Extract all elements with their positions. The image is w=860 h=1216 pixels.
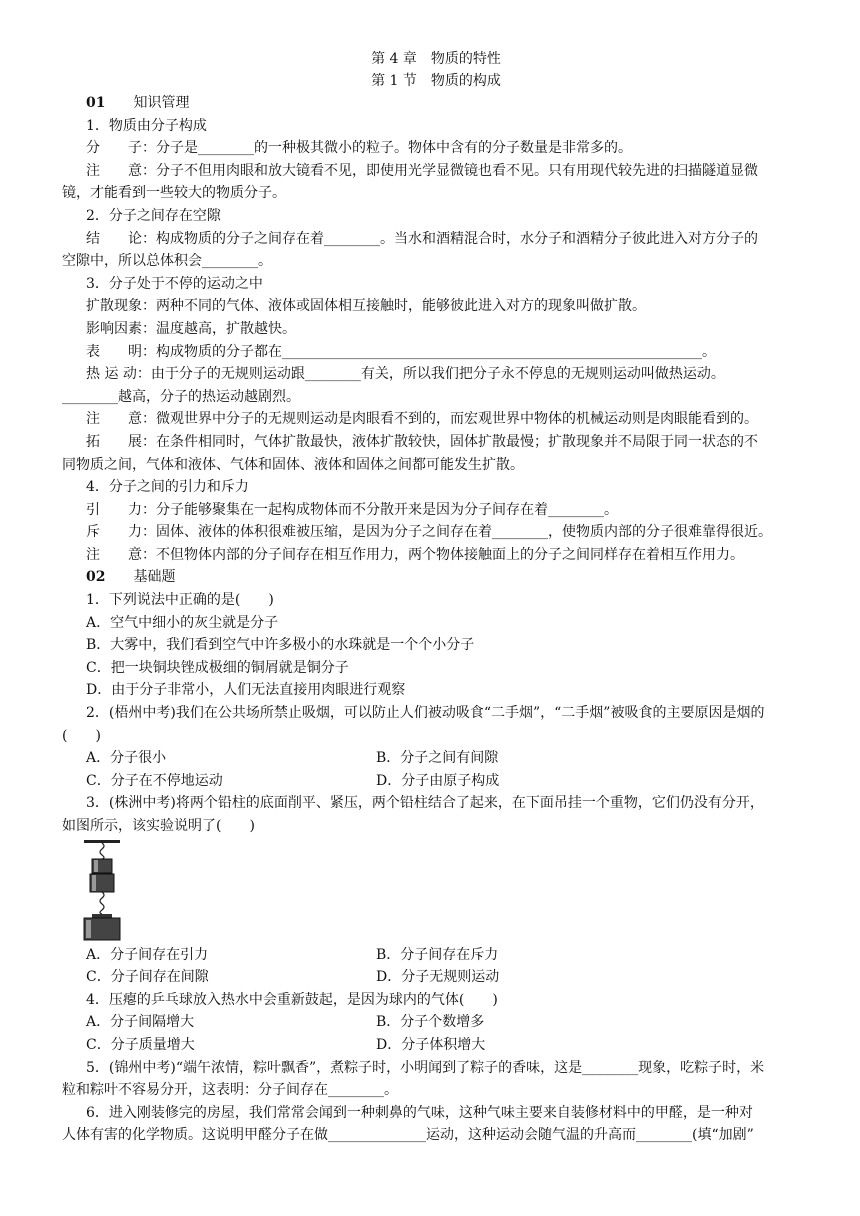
q3-option-c: C．分子间存在间隙 <box>86 969 209 986</box>
q2-options-row <box>62 770 810 793</box>
q6-line: 6．进入刚装修完的房屋，我们常常会闻到一种刺鼻的气味，这种气味主要来自装修材料中的甲醛，是一种对 <box>86 1104 753 1121</box>
section-title: 第 1 节 物质的构成 <box>371 73 501 89</box>
part1-title: 知识管理 <box>133 95 190 111</box>
q5-line: 粒和粽叶不容易分开，这表明：分子间存在________。 <box>62 1082 398 1099</box>
q2-option-c: C．分子在不停地运动 <box>86 772 223 789</box>
k3-line: 同物质之间，气体和液体、气体和固体、液体和固体之间都可能发生扩散。 <box>62 456 524 473</box>
q3-option-b: B．分子间存在斥力 <box>376 946 499 963</box>
k3-line: 拓 展：在条件相同时，气体扩散最快，液体扩散较快，固体扩散最慢；扩散现象并不局限于同一状态的不 <box>86 433 758 450</box>
q4-option-c: C．分子质量增大 <box>86 1036 195 1053</box>
q6-line: 人体有害的化学物质。这说明甲醛分子在做______________运动，这种运动会随气温的升高而________(填“加剧” <box>62 1127 754 1144</box>
k3-line: 表 明：构成物质的分子都在____________________________________________________________。 <box>86 343 716 360</box>
k1-heading: 1．物质由分子构成 <box>86 117 207 134</box>
q3-option-a: A．分子间存在引力 <box>86 946 209 963</box>
part2-title: 基础题 <box>133 569 176 586</box>
q1-option-b: B．大雾中，我们看到空气中许多极小的水珠就是一个个小分子 <box>86 637 475 654</box>
q4-options-row <box>62 1034 810 1057</box>
q4-options-row <box>62 1011 810 1034</box>
k3-line: 注 意：微观世界中分子的无规则运动是肉眼看不到的，而宏观世界中物体的机械运动则是肉眼能看到的。 <box>86 411 758 428</box>
k4-line: 引 力：分子能够聚集在一起构成物体而不分散开来是因为分子间存在着________。 <box>86 501 618 518</box>
worksheet-page <box>62 48 810 1147</box>
k3-line: ________越高，分子的热运动越剧烈。 <box>62 388 300 405</box>
k3-heading: 3．分子处于不停的运动之中 <box>86 275 263 292</box>
q4-stem: 4．压瘪的乒乓球放入热水中会重新鼓起，是因为球内的气体( ) <box>86 991 498 1008</box>
part1-number: 01 <box>86 95 106 111</box>
k2-line: 结 论：构成物质的分子之间存在着________。当水和酒精混合时，水分子和酒精分子彼此进入对方分子的 <box>86 230 758 247</box>
k3-line: 影响因素：温度越高，扩散越快。 <box>86 320 296 337</box>
q1-option-d: D．由于分子非常小，人们无法直接用肉眼进行观察 <box>86 682 406 699</box>
q4-option-a: A．分子间隔增大 <box>86 1014 195 1031</box>
q3-stem: 3．(株洲中考)将两个铅柱的底面削平、紧压，两个铅柱结合了起来，在下面吊挂一个重物，它们仍没有分开， <box>86 795 764 812</box>
q2-option-d: D．分子由原子构成 <box>376 772 500 789</box>
part2-number: 02 <box>86 569 106 586</box>
k2-line: 空隙中，所以总体积会________。 <box>62 253 272 270</box>
k3-line: 热 运 动：由于分子的无规则运动跟________有关，所以我们把分子永不停息的无规则运动叫做热运动。 <box>86 366 725 383</box>
k2-heading: 2．分子之间存在空隙 <box>86 207 221 224</box>
q2-option-a: A．分子很小 <box>86 750 167 767</box>
lead-cylinder-diagram <box>82 840 142 942</box>
k3-line: 扩散现象：两种不同的气体、液体或固体相互接触时，能够彼此进入对方的现象叫做扩散。 <box>86 298 646 315</box>
q3-option-d: D．分子无规则运动 <box>376 969 500 986</box>
chapter-title: 第 4 章 物质的特性 <box>371 51 501 67</box>
q3-stem-cont: 如图所示，该实验说明了( ) <box>62 818 255 834</box>
part2-heading <box>62 566 810 589</box>
lead-cylinder-figure <box>82 840 142 942</box>
q5-line: 5．(锦州中考)“端午浓情，粽叶飘香”，煮粽子时，小明闻到了粽子的香味，这是________现象，吃粽子时，米 <box>86 1059 765 1076</box>
k4-heading: 4．分子之间的引力和斥力 <box>86 479 249 496</box>
k4-line: 斥 力：固体、液体的体积很难被压缩，是因为分子之间存在着________，使物质内部的分子很难靠得很近。 <box>86 524 772 541</box>
q3-options-row <box>62 966 810 989</box>
q4-option-b: B．分子个数增多 <box>376 1014 485 1031</box>
k1-line: 镜，才能看到一些较大的物质分子。 <box>62 185 286 202</box>
k1-line: 分 子：分子是________的一种极其微小的粒子。物体中含有的分子数量是非常多的。 <box>86 140 632 157</box>
q1-stem: 1．下列说法中正确的是( ) <box>86 592 274 609</box>
q2-option-b: B．分子之间有间隙 <box>376 750 499 767</box>
q4-option-d: D．分子体积增大 <box>376 1036 486 1053</box>
k4-line: 注 意：不但物体内部的分子间存在相互作用力，两个物体接触面上的分子之间同样存在着相互作用力。 <box>86 546 744 563</box>
q2-options-row <box>62 747 810 770</box>
part1-heading <box>62 92 810 115</box>
q3-options-row <box>62 944 810 967</box>
q1-option-a: A．空气中细小的灰尘就是分子 <box>86 614 279 631</box>
k1-line: 注 意：分子不但用肉眼和放大镜看不见，即使用光学显微镜也看不见。只有用现代较先进的扫描隧道显微 <box>86 162 758 179</box>
q2-stem: 2．(梧州中考)我们在公共场所禁止吸烟，可以防止人们被动吸食“二手烟”，“二手烟”被吸食的主要原因是烟的 <box>86 705 765 722</box>
q2-stem-cont: ( ) <box>62 727 101 744</box>
q1-option-c: C．把一块铜块锉成极细的铜屑就是铜分子 <box>86 659 349 676</box>
